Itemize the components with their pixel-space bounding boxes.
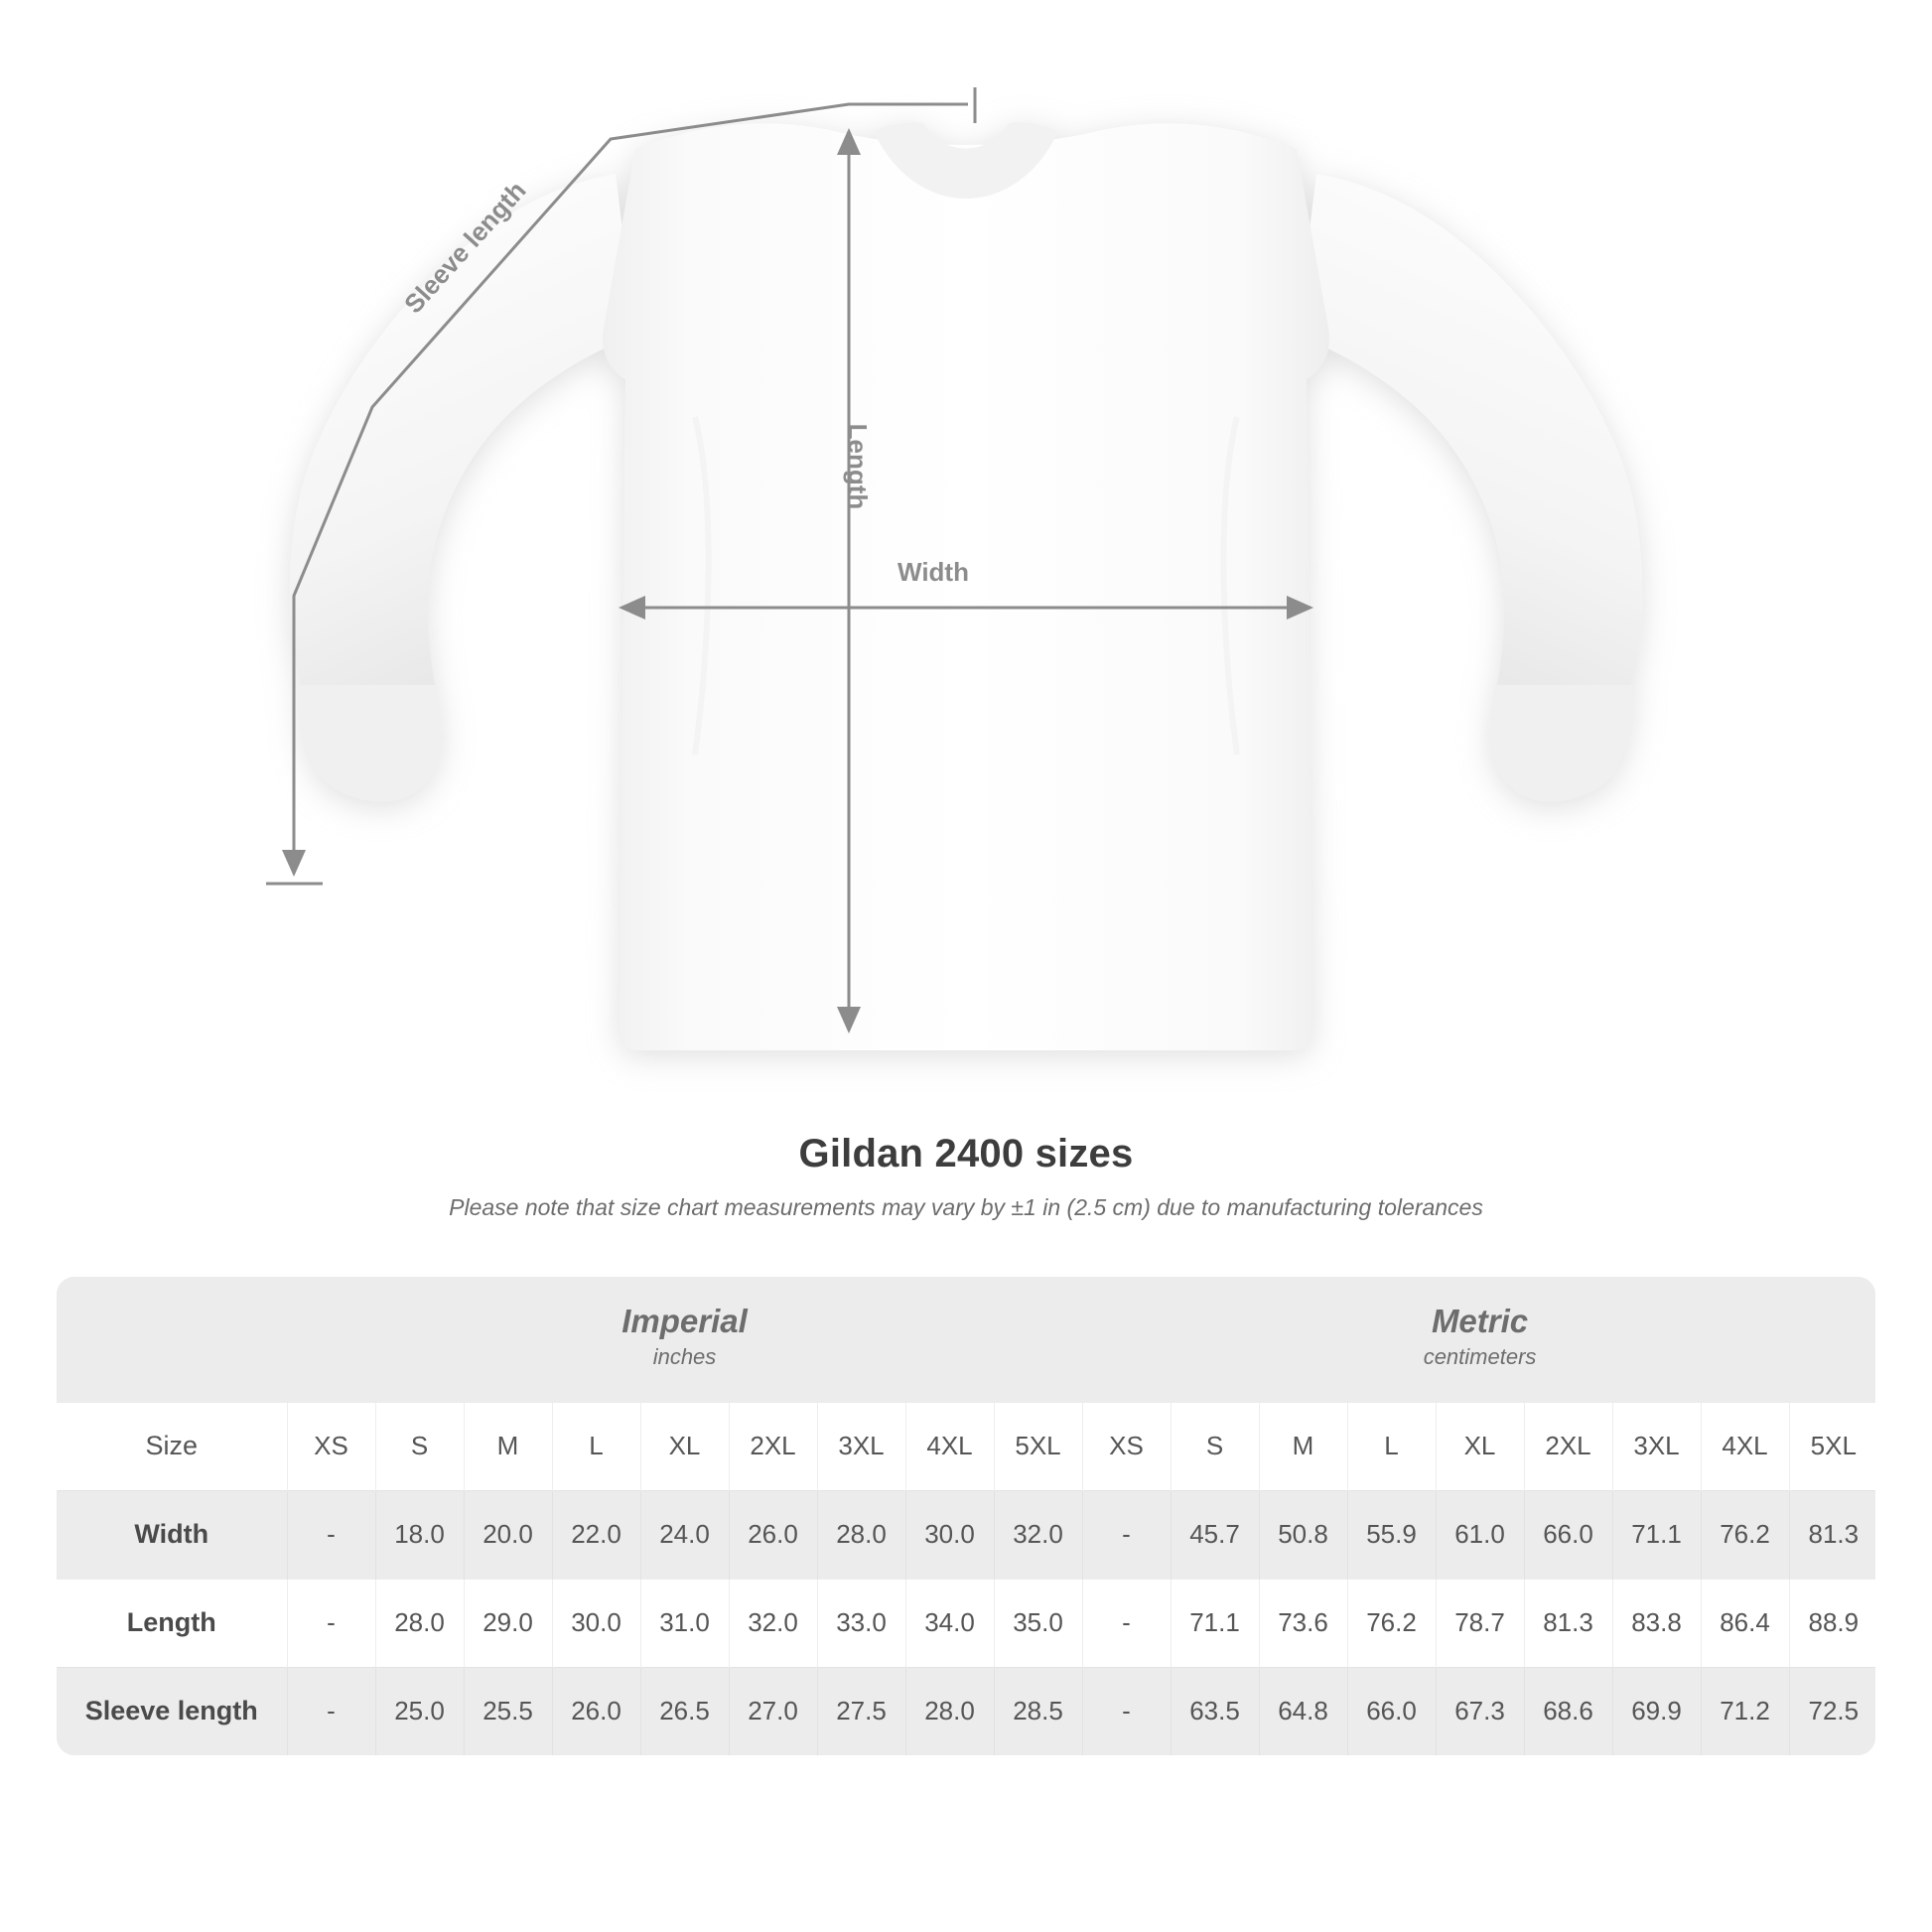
row-label-width: Width — [57, 1490, 287, 1579]
cell-width-0: - — [287, 1490, 375, 1579]
cell-length-8: 35.0 — [994, 1579, 1082, 1667]
cell-sleeve-14: 68.6 — [1524, 1667, 1612, 1755]
cell-width-3: 22.0 — [552, 1490, 640, 1579]
cell-sleeve-11: 64.8 — [1259, 1667, 1347, 1755]
page-title: Gildan 2400 sizes — [798, 1132, 1134, 1175]
header-col-17: 5XL — [1789, 1403, 1875, 1491]
unit-metric-sub: centimeters — [1423, 1343, 1537, 1369]
table-row — [57, 1667, 1875, 1755]
header-col-12: L — [1347, 1403, 1436, 1491]
cell-width-4: 24.0 — [640, 1490, 729, 1579]
cell-width-13: 61.0 — [1436, 1490, 1524, 1579]
cell-sleeve-9: - — [1082, 1667, 1171, 1755]
cell-width-15: 71.1 — [1612, 1490, 1701, 1579]
cell-width-7: 30.0 — [905, 1490, 994, 1579]
cell-sleeve-0: - — [287, 1667, 375, 1755]
cell-sleeve-13: 67.3 — [1436, 1667, 1524, 1755]
header-col-3: L — [552, 1403, 640, 1491]
table-row — [57, 1579, 1875, 1667]
cell-length-4: 31.0 — [640, 1579, 729, 1667]
cell-length-17: 88.9 — [1789, 1579, 1875, 1667]
header-size-label: Size — [57, 1403, 287, 1491]
cell-length-2: 29.0 — [464, 1579, 552, 1667]
cell-length-15: 83.8 — [1612, 1579, 1701, 1667]
header-col-16: 4XL — [1701, 1403, 1789, 1491]
cell-width-11: 50.8 — [1259, 1490, 1347, 1579]
header-col-5: 2XL — [729, 1403, 817, 1491]
unit-imperial-sub: inches — [652, 1343, 717, 1369]
cell-sleeve-3: 26.0 — [552, 1667, 640, 1755]
label-width: Width — [897, 557, 969, 587]
cell-sleeve-5: 27.0 — [729, 1667, 817, 1755]
cell-length-12: 76.2 — [1347, 1579, 1436, 1667]
cell-length-13: 78.7 — [1436, 1579, 1524, 1667]
cell-width-5: 26.0 — [729, 1490, 817, 1579]
cell-length-14: 81.3 — [1524, 1579, 1612, 1667]
table-row — [57, 1490, 1875, 1579]
cell-sleeve-6: 27.5 — [817, 1667, 905, 1755]
cell-width-10: 45.7 — [1171, 1490, 1259, 1579]
unit-metric-name: Metric — [1431, 1303, 1529, 1339]
header-col-13: XL — [1436, 1403, 1524, 1491]
cell-length-3: 30.0 — [552, 1579, 640, 1667]
header-col-4: XL — [640, 1403, 729, 1491]
cell-width-9: - — [1082, 1490, 1171, 1579]
unit-imperial — [287, 1277, 1082, 1403]
cell-length-7: 34.0 — [905, 1579, 994, 1667]
header-col-1: S — [375, 1403, 464, 1491]
cell-sleeve-10: 63.5 — [1171, 1667, 1259, 1755]
cell-width-6: 28.0 — [817, 1490, 905, 1579]
cell-sleeve-17: 72.5 — [1789, 1667, 1875, 1755]
size-table-container — [57, 1277, 1875, 1755]
cell-length-6: 33.0 — [817, 1579, 905, 1667]
size-header-row — [57, 1403, 1875, 1491]
cell-sleeve-1: 25.0 — [375, 1667, 464, 1755]
header-col-8: 5XL — [994, 1403, 1082, 1491]
header-col-15: 3XL — [1612, 1403, 1701, 1491]
cell-width-8: 32.0 — [994, 1490, 1082, 1579]
size-table — [57, 1277, 1875, 1755]
cell-sleeve-2: 25.5 — [464, 1667, 552, 1755]
cell-length-5: 32.0 — [729, 1579, 817, 1667]
cell-length-9: - — [1082, 1579, 1171, 1667]
cell-length-10: 71.1 — [1171, 1579, 1259, 1667]
unit-spacer — [57, 1277, 287, 1403]
unit-imperial-name: Imperial — [621, 1303, 748, 1339]
row-label-sleeve-length: Sleeve length — [57, 1667, 287, 1755]
row-label-length: Length — [57, 1579, 287, 1667]
cell-sleeve-16: 71.2 — [1701, 1667, 1789, 1755]
cell-sleeve-8: 28.5 — [994, 1667, 1082, 1755]
label-length: Length — [843, 423, 873, 510]
cell-sleeve-4: 26.5 — [640, 1667, 729, 1755]
chart-header — [0, 1132, 1932, 1221]
unit-metric — [1082, 1277, 1875, 1403]
header-col-2: M — [464, 1403, 552, 1491]
tolerance-note: Please note that size chart measurements may vary by ±1 in (2.5 cm) due to manufacturing tolerances — [449, 1194, 1483, 1220]
cell-width-14: 66.0 — [1524, 1490, 1612, 1579]
cell-length-0: - — [287, 1579, 375, 1667]
cell-sleeve-7: 28.0 — [905, 1667, 994, 1755]
header-col-9: XS — [1082, 1403, 1171, 1491]
cell-width-2: 20.0 — [464, 1490, 552, 1579]
header-col-10: S — [1171, 1403, 1259, 1491]
cell-width-12: 55.9 — [1347, 1490, 1436, 1579]
header-col-14: 2XL — [1524, 1403, 1612, 1491]
cell-sleeve-15: 69.9 — [1612, 1667, 1701, 1755]
cell-length-16: 86.4 — [1701, 1579, 1789, 1667]
cell-width-17: 81.3 — [1789, 1490, 1875, 1579]
unit-header-row — [57, 1277, 1875, 1403]
cell-length-1: 28.0 — [375, 1579, 464, 1667]
header-col-7: 4XL — [905, 1403, 994, 1491]
header-col-11: M — [1259, 1403, 1347, 1491]
cell-sleeve-12: 66.0 — [1347, 1667, 1436, 1755]
label-sleeve-length: Sleeve length — [398, 175, 532, 320]
cell-width-16: 76.2 — [1701, 1490, 1789, 1579]
header-col-0: XS — [287, 1403, 375, 1491]
header-col-6: 3XL — [817, 1403, 905, 1491]
cell-length-11: 73.6 — [1259, 1579, 1347, 1667]
cell-width-1: 18.0 — [375, 1490, 464, 1579]
